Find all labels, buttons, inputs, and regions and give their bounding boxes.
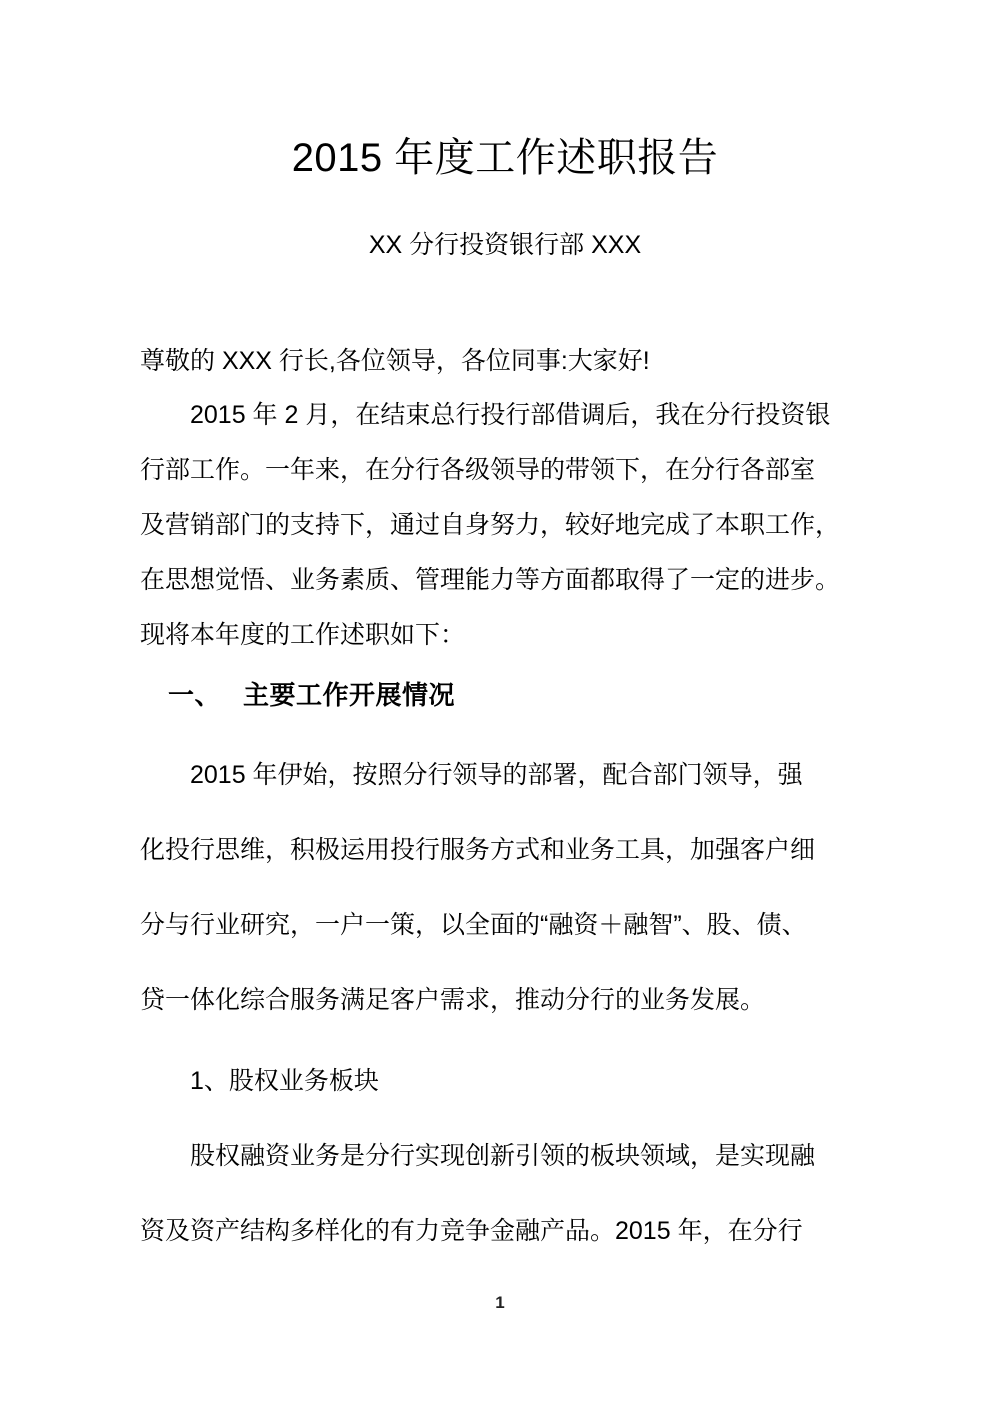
document-body [140,0,870,1269]
document-subtitle: XX 分行投资银行部 XXX [368,231,642,259]
paragraph-line: 在思想觉悟、业务素质、管理能力等方面都取得了一定的进步。 [140,566,841,594]
paragraph-line: 贷一体化综合服务满足客户需求，推动分行的业务发展。 [140,985,766,1014]
paragraph-line: 行部工作。一年来，在分行各级领导的带领下，在分行各部室 [140,456,816,484]
paragraph-line: 现将本年度的工作述职如下： [140,621,466,649]
paragraph-line: 及营销部门的支持下，通过自身努力，较好地完成了本职工作， [140,511,841,539]
paragraph-line: 股权融资业务是分行实现创新引领的板块领域，是实现融 [190,1141,816,1170]
paragraph-line: 2015 年 2 月，在结束总行投行部借调后，我在分行投资银 [190,401,831,429]
section-heading-number: 一、 [168,680,222,710]
section-paragraph [140,712,870,1038]
page-title: 2015 年度工作述职报告 [291,136,719,180]
section-heading [140,663,870,712]
section-heading-text: 主要工作开展情况 [243,680,456,710]
salutation-line: 尊敬的 XXX 行长,各位领导，各位同事:大家好! [140,347,650,375]
paragraph-line: 2015 年伊始，按照分行领导的部署，配合部门领导，强 [190,760,803,789]
sub-paragraph [140,1119,870,1269]
paragraph-line: 分与行业研究，一户一策，以全面的“融资＋融智”、股、债、 [140,910,807,939]
paragraph-line: 化投行思维，积极运用投行服务方式和业务工具，加强客户细 [140,835,816,864]
page-number: 1 [495,1293,505,1312]
intro-paragraph [140,376,870,663]
paragraph-line: 资及资产结构多样化的有力竞争金融产品。2015 年，在分行 [140,1216,803,1245]
sub-heading: 1、股权业务板块 [190,1066,379,1095]
